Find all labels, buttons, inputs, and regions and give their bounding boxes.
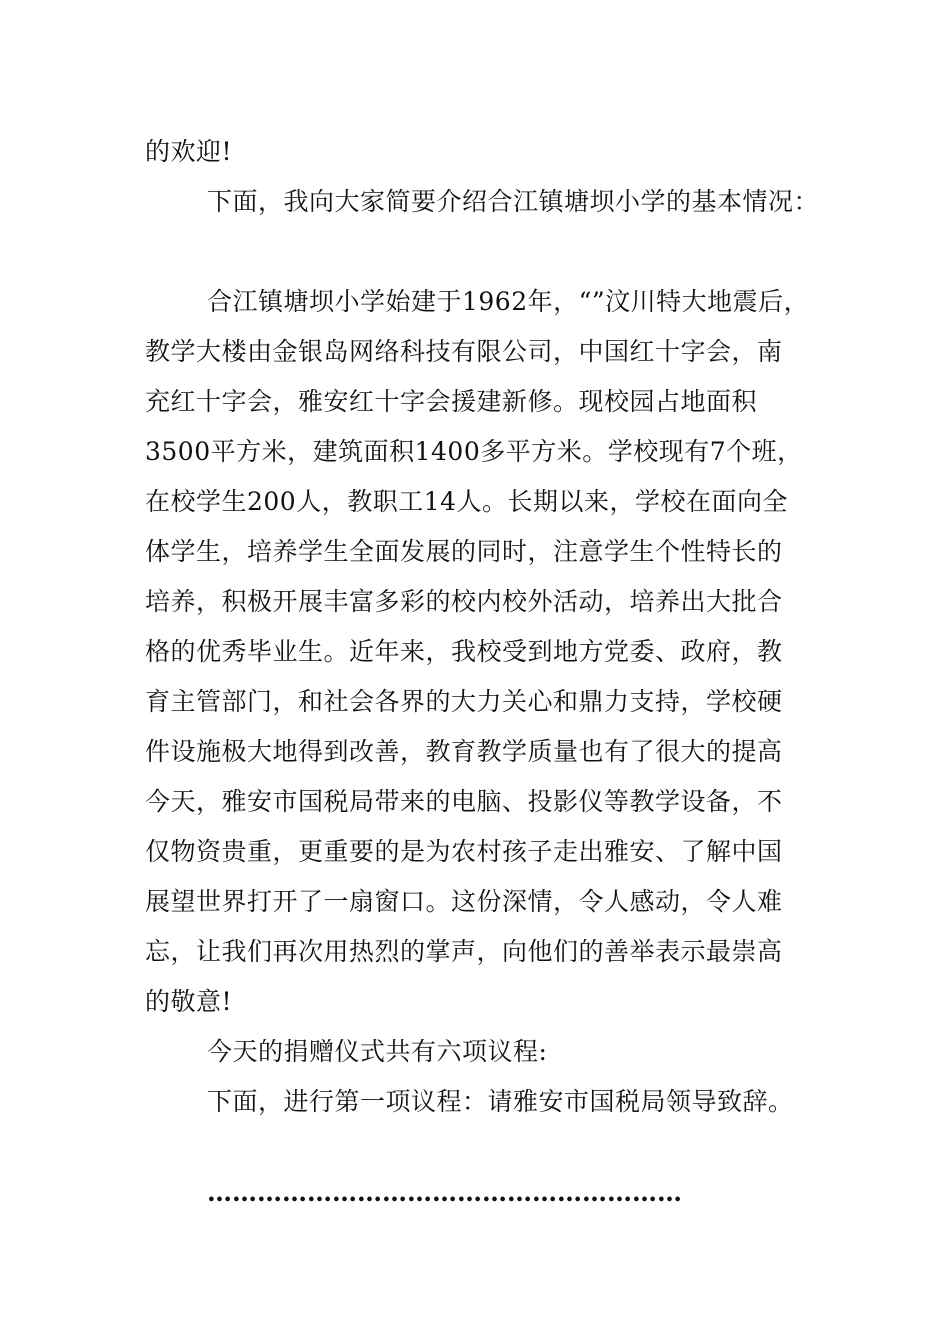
text-line: 的敬意! (145, 987, 233, 1016)
text-line: 合江镇塘坝小学始建于1962年，“”汶川特大地震后， (207, 287, 810, 316)
text-line: 3500平方米，建筑面积1400多平方米。学校现有7个班， (145, 437, 803, 466)
text-line: 仅物资贵重，更重要的是为农村孩子走出雅安、了解中国 (145, 837, 783, 866)
text-line: 教学大楼由金银岛网络科技有限公司，中国红十字会，南 (145, 337, 783, 366)
text-line: 今天的捐赠仪式共有六项议程: (207, 1037, 548, 1066)
text-line: 今天，雅安市国税局带来的电脑、投影仪等教学设备，不 (145, 787, 783, 816)
text-line: 下面，进行第一项议程：请雅安市国税局领导致辞。 (207, 1087, 794, 1116)
text-line: 在校学生200人，教职工14人。长期以来，学校在面向全 (145, 487, 789, 516)
text-line: 的欢迎! (145, 137, 233, 166)
text-line: 育主管部门，和社会各界的大力关心和鼎力支持，学校硬 (145, 687, 783, 716)
text-line: 件设施极大地得到改善，教育教学质量也有了很大的提高 (145, 737, 783, 766)
text-line: 格的优秀毕业生。近年来，我校受到地方党委、政府，教 (145, 637, 783, 666)
text-line: 培养，积极开展丰富多彩的校内校外活动，培养出大批合 (145, 587, 783, 616)
text-line: 展望世界打开了一扇窗口。这份深情，令人感动，令人难 (145, 887, 783, 916)
text-line: 忘，让我们再次用热烈的掌声，向他们的善举表示最崇高 (145, 937, 783, 966)
ellipsis-line: ………………………………………………… (207, 1178, 682, 1207)
text-line: 充红十字会，雅安红十字会援建新修。现校园占地面积 (145, 387, 758, 416)
text-line: 下面，我向大家简要介绍合江镇塘坝小学的基本情况： (207, 187, 820, 216)
text-line: 体学生，培养学生全面发展的同时，注意学生个性特长的 (145, 537, 783, 566)
